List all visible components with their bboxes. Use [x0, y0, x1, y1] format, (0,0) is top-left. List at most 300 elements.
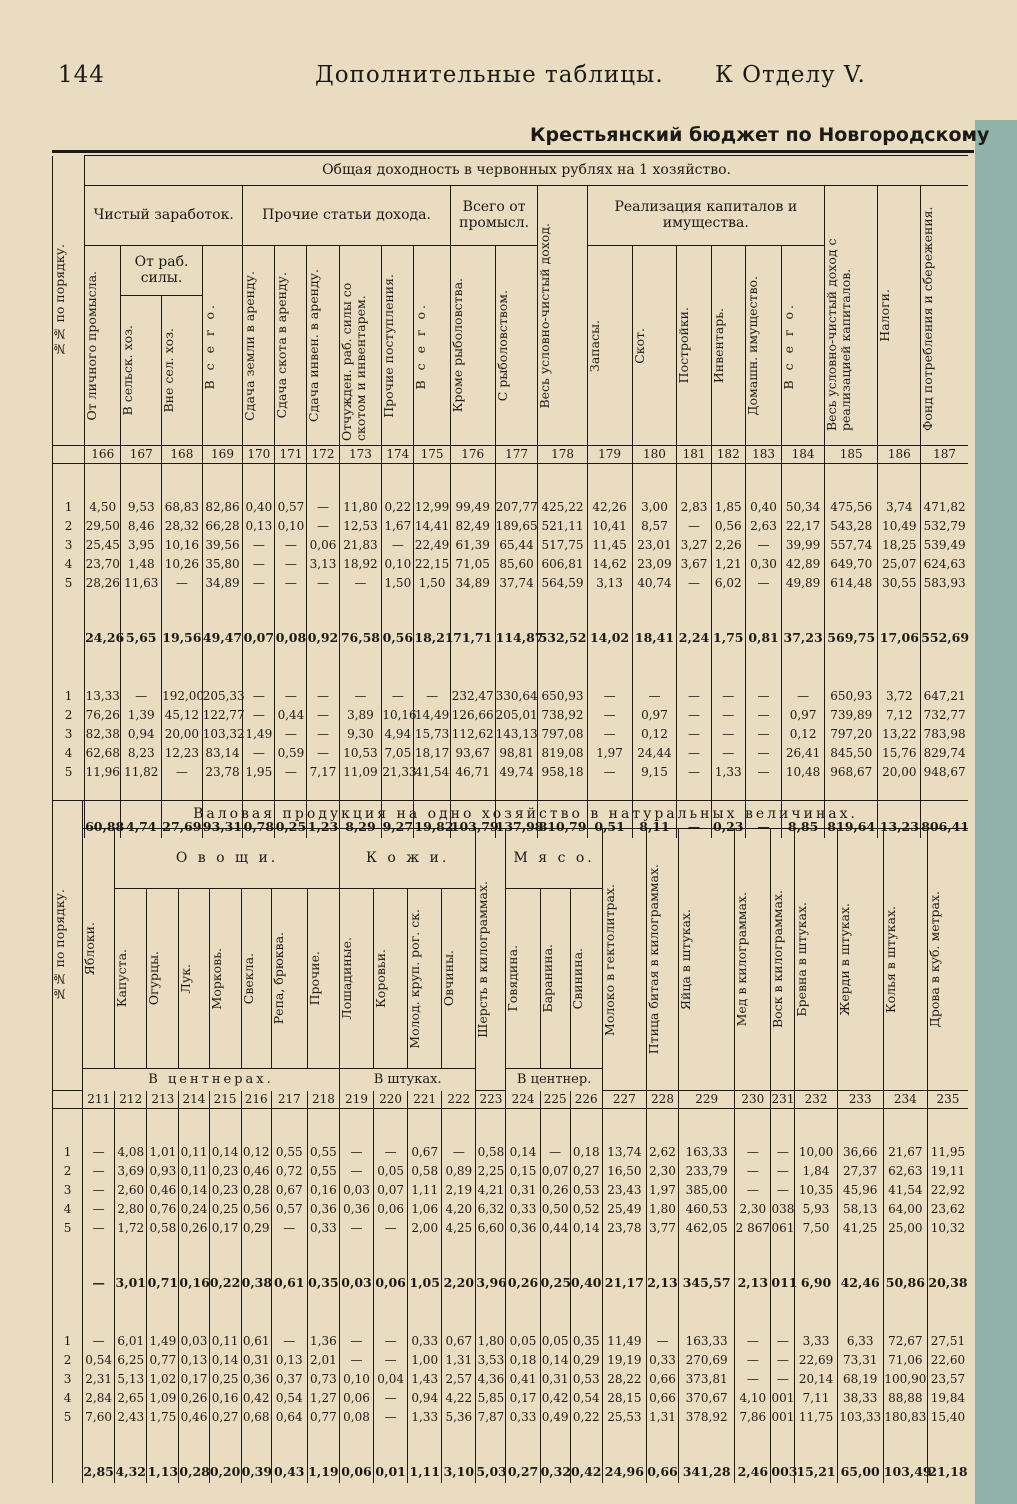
table-row-cell: 22,69 — [795, 1351, 837, 1370]
col-header-176: Кроме рыболовства. — [450, 246, 495, 446]
table-row-cell: 647,21 — [921, 687, 968, 706]
table-row-cell: 0,58 — [476, 1143, 506, 1162]
average-row-cell: 0,66 — [646, 1461, 678, 1483]
table-row-cell: — — [735, 1143, 771, 1162]
table-row-cell: 68,19 — [837, 1370, 883, 1389]
average-row-cell: 5,65 — [121, 627, 162, 649]
table-row-cell: 126,66 — [450, 706, 495, 725]
table-row-cell: 1,09 — [147, 1389, 179, 1408]
average-row-cell: 569,75 — [824, 627, 877, 649]
table-row-cell: 0,14 — [506, 1143, 540, 1162]
table-row-cell: 24,44 — [632, 744, 677, 763]
table-row-cell: 29,50 — [85, 517, 121, 536]
table-row-cell: 2 — [53, 1162, 83, 1181]
average-row-cell: 20,38 — [927, 1272, 968, 1294]
table-row-cell: 20,14 — [795, 1370, 837, 1389]
table-row-cell: 1,80 — [646, 1200, 678, 1219]
table-row-cell: 13,22 — [878, 725, 921, 744]
table-row-cell: 12,53 — [339, 517, 382, 536]
table-row-cell: — — [711, 725, 745, 744]
table-row-cell: 23,57 — [927, 1370, 968, 1389]
table-row-cell: 100,90 — [883, 1370, 927, 1389]
table-row-cell: 1,85 — [711, 498, 745, 517]
col-header-229: Яйца в штуках. — [679, 829, 735, 1091]
table-row-cell: 0,66 — [646, 1370, 678, 1389]
table-row-cell: — — [83, 1162, 115, 1181]
table-row-cell: — — [243, 536, 275, 555]
column-number-row-cell: 227 — [602, 1091, 646, 1109]
table-row-cell: 0,64 — [271, 1408, 307, 1427]
column-number-row-cell: 223 — [476, 1091, 506, 1109]
average-row-cell: 6,90 — [795, 1272, 837, 1294]
table-row — [53, 763, 969, 782]
table-row-cell: 39,56 — [202, 536, 243, 555]
page-number: 144 — [58, 62, 105, 88]
col-header-186: Налоги. — [878, 186, 921, 446]
table-row-cell: 3,13 — [307, 555, 339, 574]
table-row-cell: 0,30 — [745, 555, 781, 574]
table-row-cell: 7,60 — [83, 1408, 115, 1427]
table-row-cell: 270,69 — [679, 1351, 735, 1370]
average-row-cell: 2,24 — [677, 627, 711, 649]
table-row-cell: — — [745, 574, 781, 593]
col-header-235: Дрова в куб. метрах. — [927, 829, 968, 1091]
table-row-cell: 35,80 — [202, 555, 243, 574]
average-row-cell: 0,07 — [243, 627, 275, 649]
average-row-cell: 0,81 — [745, 627, 781, 649]
table-row-cell: 7,05 — [382, 744, 414, 763]
table-row-cell: 21,83 — [339, 536, 382, 555]
table-row-cell: 0,46 — [241, 1162, 271, 1181]
table-row-cell: 3 — [53, 725, 85, 744]
table-row-cell: 3,00 — [632, 498, 677, 517]
table-row-cell: 5 — [53, 1408, 83, 1427]
table-row-cell: — — [307, 744, 339, 763]
average-row-cell: 14,02 — [587, 627, 632, 649]
table-row-cell: — — [339, 1143, 373, 1162]
table-row-cell: — — [711, 706, 745, 725]
average-row-cell: 0,01 — [374, 1461, 408, 1483]
table-row-cell: 0,73 — [307, 1370, 339, 1389]
table-row-cell: 4,20 — [442, 1200, 476, 1219]
production-main-header: Валовая продукция на одно хозяйство в натуральных величинах. — [83, 801, 968, 829]
table-row-cell: — — [382, 687, 414, 706]
table-row-cell: 0,93 — [147, 1162, 179, 1181]
title-rule — [52, 150, 974, 153]
table-row-cell: — — [711, 687, 745, 706]
table-row-cell: 14,62 — [587, 555, 632, 574]
table-row-cell: 0,36 — [307, 1200, 339, 1219]
table-row-cell: 14,49 — [414, 706, 450, 725]
margin-tab-strip — [975, 120, 1017, 1504]
table-row-cell: 25,07 — [878, 555, 921, 574]
table-row-cell: 0,55 — [307, 1143, 339, 1162]
average-row-cell: 114,87 — [495, 627, 538, 649]
table-row-cell: 233,79 — [679, 1162, 735, 1181]
table-row-cell: — — [275, 574, 307, 593]
table-row-cell: 11,80 — [339, 498, 382, 517]
table-row-cell: — — [339, 1351, 373, 1370]
table-row-cell: 0,97 — [632, 706, 677, 725]
col-header-220: Коровьи. — [374, 889, 408, 1069]
table-row-cell: 3,69 — [115, 1162, 147, 1181]
table-row-cell: 3,74 — [878, 498, 921, 517]
col-header-221: Молод. круп. рог. ск. — [408, 889, 442, 1069]
column-number-row-cell: 211 — [83, 1091, 115, 1109]
table-row-cell: — — [677, 763, 711, 782]
table-row-cell: — — [121, 687, 162, 706]
table-row-cell: 0,22 — [382, 498, 414, 517]
table-row-cell: 0,61 — [241, 1332, 271, 1351]
table-row-cell: 5 — [53, 763, 85, 782]
column-number-row-cell: 232 — [795, 1091, 837, 1109]
table-row-cell: 5,13 — [115, 1370, 147, 1389]
table-row-cell: 1,31 — [442, 1351, 476, 1370]
table-row-cell: 471,82 — [921, 498, 968, 517]
table-row-cell: 0,56 — [711, 517, 745, 536]
column-number-row-cell: 216 — [241, 1091, 271, 1109]
hides-group-header: К о ж и. — [339, 829, 475, 889]
col-header-170: Сдача земли в аренду. — [243, 246, 275, 446]
table-row-cell: — — [745, 763, 781, 782]
table-row-cell: 783,98 — [921, 725, 968, 744]
average-row-cell: 49,47 — [202, 627, 243, 649]
unit-centners: В центнерах. — [83, 1069, 340, 1091]
table-row-cell: — — [374, 1332, 408, 1351]
table-row-cell: 93,67 — [450, 744, 495, 763]
column-number-row-cell: 182 — [711, 446, 745, 464]
table-row-cell: 1,95 — [243, 763, 275, 782]
table-row-cell: 1 — [53, 1332, 83, 1351]
table-row-cell: 948,67 — [921, 763, 968, 782]
average-row-cell: 1,05 — [408, 1272, 442, 1294]
table-row-cell: 22,92 — [927, 1181, 968, 1200]
table-row-cell: 0,13 — [243, 517, 275, 536]
table-row-cell: — — [307, 706, 339, 725]
table-row-cell: 001 — [771, 1408, 795, 1427]
table-row-cell: 23,70 — [85, 555, 121, 574]
table-row-cell: — — [771, 1162, 795, 1181]
table-row-cell: 0,66 — [646, 1389, 678, 1408]
average-row-cell: 13,23 — [878, 816, 921, 838]
unit-pieces: В штуках. — [339, 1069, 475, 1091]
table-row-cell: 1,00 — [408, 1351, 442, 1370]
table-row-cell: 0,40 — [243, 498, 275, 517]
table-row-cell: 99,49 — [450, 498, 495, 517]
col-header-225: Баранина. — [540, 889, 570, 1069]
table-row-cell: — — [735, 1162, 771, 1181]
average-row-cell — [53, 627, 85, 649]
average-row-cell: 0,23 — [711, 816, 745, 838]
column-number-row-cell: 233 — [837, 1091, 883, 1109]
table-row-cell: 624,63 — [921, 555, 968, 574]
column-number-row-cell: 226 — [570, 1091, 602, 1109]
table-row-cell: 1,01 — [147, 1143, 179, 1162]
table-row-cell: 385,00 — [679, 1181, 735, 1200]
table-row-cell: 845,50 — [824, 744, 877, 763]
table-row-cell: 0,57 — [275, 498, 307, 517]
table-row-cell: — — [339, 687, 382, 706]
table-row-cell: 143,13 — [495, 725, 538, 744]
table-row-cell: 25,53 — [602, 1408, 646, 1427]
col-header-217: Репа, брюква. — [271, 889, 307, 1069]
average-row-cell: 137,98 — [495, 816, 538, 838]
average-row-cell: 819,64 — [824, 816, 877, 838]
col-header-173: Отчужден. раб. силы со скотом и инвентарем. — [339, 246, 382, 446]
table-row-cell: 30,55 — [878, 574, 921, 593]
table-row-cell: 564,59 — [538, 574, 587, 593]
table-row — [53, 517, 969, 536]
average-row-cell: 24,96 — [602, 1461, 646, 1483]
col-header-171: Сдача скота в аренду. — [275, 246, 307, 446]
table-row-cell: — — [735, 1370, 771, 1389]
table-row-cell: 0,42 — [540, 1389, 570, 1408]
table-row-cell: 3 — [53, 536, 85, 555]
table-row-cell: 2,60 — [115, 1181, 147, 1200]
table-row-cell: 6,32 — [476, 1200, 506, 1219]
average-row-cell: 0,43 — [271, 1461, 307, 1483]
col-header-166: От личного промысла. — [85, 246, 121, 446]
table-row-cell: — — [271, 1332, 307, 1351]
table-row-cell: 26,41 — [782, 744, 825, 763]
table-row-cell: 1,67 — [382, 517, 414, 536]
table-row-cell: — — [374, 1389, 408, 1408]
table-row-cell: 0,16 — [209, 1389, 241, 1408]
table-row-cell: 3,53 — [476, 1351, 506, 1370]
column-number-row-cell: 171 — [275, 446, 307, 464]
table-row-cell: 11,95 — [927, 1143, 968, 1162]
col-header-234: Колья в штуках. — [883, 829, 927, 1091]
table-row-cell: 18,92 — [339, 555, 382, 574]
table-row-cell: 34,89 — [202, 574, 243, 593]
table-row-cell: 39,99 — [782, 536, 825, 555]
table-row-cell: 1,33 — [711, 763, 745, 782]
table-row-cell: — — [243, 744, 275, 763]
table-row-cell: — — [339, 1162, 373, 1181]
table-row-cell: — — [83, 1181, 115, 1200]
table-row-cell: 0,12 — [241, 1143, 271, 1162]
column-number-row-cell: 166 — [85, 446, 121, 464]
table-row-cell: 0,12 — [782, 725, 825, 744]
table-row-cell: 22,15 — [414, 555, 450, 574]
table-row-cell: 0,05 — [540, 1332, 570, 1351]
vegetables-group-header: О в о щ и. — [115, 829, 340, 889]
average-row-cell: 0,16 — [179, 1272, 209, 1294]
average-row-cell: 0,03 — [339, 1272, 373, 1294]
column-number-row-cell: 219 — [339, 1091, 373, 1109]
table-row-cell: 7,17 — [307, 763, 339, 782]
col-header-168: Вне сел. хоз. — [162, 296, 203, 446]
table-row-cell: 0,25 — [209, 1370, 241, 1389]
table-row-cell: 8,57 — [632, 517, 677, 536]
table-row-cell: 1,48 — [121, 555, 162, 574]
table-row-cell: — — [771, 1370, 795, 1389]
average-row-cell: 552,69 — [921, 627, 968, 649]
table-row-cell: 9,53 — [121, 498, 162, 517]
table-row-cell: 583,93 — [921, 574, 968, 593]
table-row-cell: 10,49 — [878, 517, 921, 536]
table-row-cell: 22,17 — [782, 517, 825, 536]
table-row-cell: 23,78 — [602, 1219, 646, 1238]
average-row-cell: 15,21 — [795, 1461, 837, 1483]
table-row-cell: 10,16 — [382, 706, 414, 725]
table-row-cell: 0,24 — [179, 1200, 209, 1219]
unit-centners-short: В центнер. — [506, 1069, 602, 1091]
table-row-cell: — — [735, 1181, 771, 1200]
table-row-cell: 0,52 — [570, 1200, 602, 1219]
col-header-228: Птица битая в килограммах. — [646, 829, 678, 1091]
table-row-cell: 738,92 — [538, 706, 587, 725]
table-row-cell: 205,33 — [202, 687, 243, 706]
column-number-row-cell: 231 — [771, 1091, 795, 1109]
table-row-cell: 0,36 — [241, 1370, 271, 1389]
total-trades-group-header: Всего от промысл. — [450, 186, 538, 246]
table-row-cell: 2 867 — [735, 1219, 771, 1238]
table-row-cell: 0,14 — [209, 1143, 241, 1162]
table-row-cell: 6,01 — [115, 1332, 147, 1351]
col-header-178: Весь условно-чистый доход. — [538, 186, 587, 446]
table-row-cell: 2,83 — [677, 498, 711, 517]
table-row-cell: 10,16 — [162, 536, 203, 555]
table-row-cell: 3,89 — [339, 706, 382, 725]
average-row-cell: 71,71 — [450, 627, 495, 649]
table-row-cell: 5 — [53, 1219, 83, 1238]
production-table — [52, 800, 968, 1483]
table-row-cell: — — [83, 1332, 115, 1351]
table-row-cell: 0,07 — [540, 1162, 570, 1181]
average-row-cell: 21,17 — [602, 1272, 646, 1294]
table-row-cell: — — [745, 687, 781, 706]
average-row-cell: — — [677, 816, 711, 838]
table-row-cell: — — [307, 725, 339, 744]
order-column-header: №№ по порядку. — [52, 244, 67, 357]
table-row-cell: 4,50 — [85, 498, 121, 517]
table-row-cell: 0,54 — [570, 1389, 602, 1408]
table-row-cell: 2,31 — [83, 1370, 115, 1389]
table-row-cell: 0,54 — [83, 1351, 115, 1370]
average-row-cell: 532,52 — [538, 627, 587, 649]
table-row-cell: 7,87 — [476, 1408, 506, 1427]
table-row-cell: 6,25 — [115, 1351, 147, 1370]
table-row-cell: 0,58 — [408, 1162, 442, 1181]
table-row-cell: 475,56 — [824, 498, 877, 517]
table-row-cell: 0,77 — [147, 1351, 179, 1370]
table-row-cell: 0,42 — [241, 1389, 271, 1408]
table-row-cell: 0,31 — [241, 1351, 271, 1370]
table-row-cell: 73,31 — [837, 1351, 883, 1370]
column-number-row-cell: 180 — [632, 446, 677, 464]
table-row-cell: — — [587, 706, 632, 725]
average-row-cell: 0,51 — [587, 816, 632, 838]
average-row-cell: 0,28 — [179, 1461, 209, 1483]
table-row-cell: 18,25 — [878, 536, 921, 555]
col-header-219: Лошадиные. — [339, 889, 373, 1069]
table-row-cell: — — [587, 687, 632, 706]
average-row-cell: 0,25 — [275, 816, 307, 838]
col-header-231: Воск в килограммах. — [771, 829, 795, 1091]
col-header-222: Овчины. — [442, 889, 476, 1069]
table-row-cell: 205,01 — [495, 706, 538, 725]
table-row-cell: 460,53 — [679, 1200, 735, 1219]
column-number-row-cell: 225 — [540, 1091, 570, 1109]
table-row-cell: 2,19 — [442, 1181, 476, 1200]
table-row-cell: 543,28 — [824, 517, 877, 536]
table-row-cell: 0,03 — [339, 1181, 373, 1200]
table-row-cell: — — [382, 536, 414, 555]
average-row — [53, 1272, 969, 1294]
table-row-cell: 0,14 — [570, 1219, 602, 1238]
table-row-cell: 4,94 — [382, 725, 414, 744]
average-row-cell: 0,35 — [307, 1272, 339, 1294]
table-row-cell: 28,32 — [162, 517, 203, 536]
table-row-cell: 15,40 — [927, 1408, 968, 1427]
average-row-cell — [53, 1461, 83, 1483]
average-row-cell: 806,41 — [921, 816, 968, 838]
table-row-cell: 180,83 — [883, 1408, 927, 1427]
table-row-cell: 0,16 — [307, 1181, 339, 1200]
table-row-cell: 0,56 — [241, 1200, 271, 1219]
table-row-cell: 49,74 — [495, 763, 538, 782]
table-row-cell: 83,14 — [202, 744, 243, 763]
column-number-row — [53, 1091, 969, 1109]
table-row-cell: 82,49 — [450, 517, 495, 536]
average-row-cell: 0,56 — [382, 627, 414, 649]
income-main-header: Общая доходность в червонных рублях на 1 хозяйство. — [85, 156, 968, 186]
table-row-cell: 10,48 — [782, 763, 825, 782]
average-row-cell: 0,40 — [570, 1272, 602, 1294]
column-number-row-cell: 173 — [339, 446, 382, 464]
table-row-cell: 1,21 — [711, 555, 745, 574]
table-row-cell: 10,26 — [162, 555, 203, 574]
average-row-cell: 3,10 — [442, 1461, 476, 1483]
table-row-cell: — — [374, 1143, 408, 1162]
average-row-cell: 011 — [771, 1272, 795, 1294]
table-row-cell: 3,27 — [677, 536, 711, 555]
table-row-cell: — — [745, 725, 781, 744]
average-row-cell: 0,32 — [540, 1461, 570, 1483]
table-row-cell: 539,49 — [921, 536, 968, 555]
table-row-cell: 3,67 — [677, 555, 711, 574]
column-number-row-cell: 185 — [824, 446, 877, 464]
table-row-cell: 46,71 — [450, 763, 495, 782]
col-header-218: Прочие. — [307, 889, 339, 1069]
table-row-cell: 0,11 — [179, 1162, 209, 1181]
table-row-cell: 61,39 — [450, 536, 495, 555]
col-header-215: Морковь. — [209, 889, 241, 1069]
table-row-cell: 1,39 — [121, 706, 162, 725]
col-header-223: Шерсть в килограммах. — [476, 829, 506, 1091]
table-row-cell: 3,77 — [646, 1219, 678, 1238]
table-row-cell: 2,25 — [476, 1162, 506, 1181]
table-row-cell: 0,68 — [241, 1408, 271, 1427]
column-number-row-cell: 230 — [735, 1091, 771, 1109]
table-row-cell: 0,55 — [271, 1143, 307, 1162]
col-header-211: Яблоки. — [83, 829, 115, 1069]
table-row-cell: 0,13 — [179, 1351, 209, 1370]
average-row-cell: 8,29 — [339, 816, 382, 838]
average-row-cell: 103,49 — [883, 1461, 927, 1483]
table-row-cell: 739,89 — [824, 706, 877, 725]
table-row-cell: 0,31 — [506, 1181, 540, 1200]
col-header-214: Лук. — [179, 889, 209, 1069]
average-row-cell: 18,21 — [414, 627, 450, 649]
table-row-cell: 14,41 — [414, 517, 450, 536]
average-row-cell: 0,06 — [374, 1272, 408, 1294]
table-row-cell: 4 — [53, 555, 85, 574]
table-row-cell: 82,86 — [202, 498, 243, 517]
table-row-cell: 23,78 — [202, 763, 243, 782]
table-row-cell: 0,59 — [275, 744, 307, 763]
